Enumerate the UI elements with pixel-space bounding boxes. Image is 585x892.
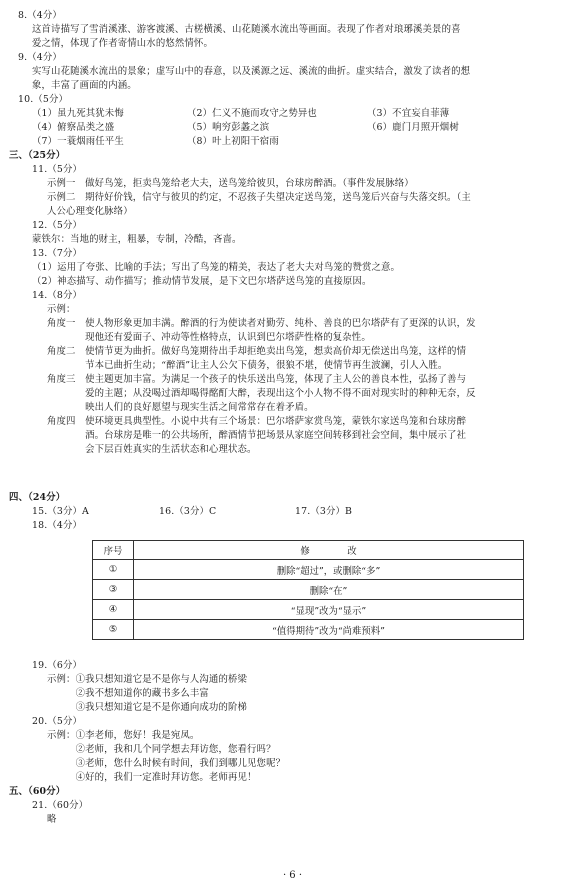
text-line: 21.（60分） [32, 800, 89, 811]
text-line: 这首诗描写了雪消溪涨、游客渡溪、古槎横溪、山花随溪水流出等画面。表现了作者对琅琊溪美景的喜 [32, 24, 461, 35]
text-line: 14.（8分） [32, 290, 83, 301]
text-line: （2）神态描写、动作描写；推动情节发展，是下文巴尔塔萨送鸟笼的直接原因。 [32, 276, 372, 287]
text-line: 8.（4分） [18, 10, 62, 21]
section-heading: 五、（60分） [9, 786, 66, 797]
text-line: 角度二 使情节更为曲折。做好鸟笼期待出手却拒绝卖出鸟笼，想卖高价却无偿送出鸟笼，这样的情 [47, 346, 467, 357]
correction-table [92, 540, 524, 640]
text-line: ②老师，我和几个同学想去拜访您，您看行吗？ [47, 744, 276, 755]
text-line: 角度一 使人物形象更加丰满。醉酒的行为使读者对勤劳、纯朴、善良的巴尔塔萨有了更深的认识，发 [47, 318, 476, 329]
text-line: （6）鹿门月照开烟树 [367, 122, 459, 133]
text-line: 示例：①李老师，您好！我是宛凤。 [47, 730, 200, 741]
table-row [93, 600, 524, 620]
text-line: 16.（3分）C [159, 506, 217, 517]
text-line: 略 [47, 814, 57, 825]
row-number: ① [93, 560, 134, 580]
text-line: 17.（3分）B [295, 506, 353, 517]
text-line: （2）仁义不施而攻守之势异也 [187, 108, 317, 119]
text-line: 角度三 使主题更加丰富。为满足一个孩子的快乐送出鸟笼，体现了主人公的善良本性，弘扬了善与 [47, 374, 467, 385]
row-number: ③ [93, 580, 134, 600]
column-header-number: 序号 [93, 541, 134, 560]
text-line: 示例二 期待好价钱，信守与彼贝的约定，不忍孩子失望决定送鸟笼，送鸟笼后兴奋与失落交织。（主 [47, 192, 471, 203]
text-line: 15.（3分）A [32, 506, 89, 517]
row-correction: 删除“超过”，或删除“多” [134, 560, 524, 580]
page-number: · 6 · [282, 870, 303, 881]
row-correction: “值得期待”改为“尚难预料” [134, 620, 524, 640]
table-header-row [93, 541, 524, 560]
text-line: 19.（6分） [32, 660, 83, 671]
text-line: 18.（4分） [32, 520, 83, 531]
text-line: 爱之情，体现了作者寄情山水的悠然情怀。 [32, 38, 213, 49]
text-line: （4）俯察品类之盛 [32, 122, 115, 133]
text-line: （3）不宜妄自菲薄 [367, 108, 450, 119]
text-line: 映出人们的良好愿望与现实生活之间常常存在着矛盾。 [47, 402, 314, 413]
text-line: 13.（7分） [32, 248, 83, 259]
text-line: ③老师，您什么时候有时间，我们到哪儿见您呢？ [47, 758, 286, 769]
text-line: 现他还有爱面子、冲动等性格特点，认识到巴尔塔萨性格的复杂性。 [47, 332, 371, 343]
table-row [93, 620, 524, 640]
row-correction: 删除“在” [134, 580, 524, 600]
text-line: 示例一 做好鸟笼，拒卖鸟笼给老大夫，送鸟笼给彼贝，台球房醉酒。（事件发展脉络） [47, 178, 414, 189]
text-line: 20.（5分） [32, 716, 83, 727]
text-line: （1）运用了夸张、比喻的手法；写出了鸟笼的精美，表达了老大夫对鸟笼的赞赏之意。 [32, 262, 401, 273]
text-line: 10.（5分） [18, 94, 69, 105]
text-line: 酒。台球房是唯一的公共场所，醉酒情节把场景从家庭空间转移到社会空间，集中展示了社 [47, 430, 467, 441]
text-line: （8）叶上初阳干宿雨 [187, 136, 279, 147]
section-heading: 三、（25分） [9, 150, 66, 161]
text-line: 示例： [47, 304, 76, 315]
row-number: ⑤ [93, 620, 134, 640]
text-line: 爱的主题；从没喝过酒却喝得酩酊大醉，表现出这个小人物不得不面对现实时的种种无奈，反 [47, 388, 476, 399]
table-row [93, 580, 524, 600]
text-line: 11.（5分） [32, 164, 83, 175]
text-line: 象，丰富了画面的内涵。 [32, 80, 137, 91]
row-correction: “显现”改为“显示” [134, 600, 524, 620]
text-line: 12.（5分） [32, 220, 83, 231]
text-line: 会下层百姓真实的生活状态和心理状态。 [47, 444, 257, 455]
section-heading: 四、（24分） [9, 492, 66, 503]
text-line: ③我只想知道它是不是你通向成功的阶梯 [47, 702, 248, 713]
text-line: 人公心理变化脉络） [47, 206, 133, 217]
text-line: 节本已曲折生动；“醉酒”让主人公欠下债务，很狼不堪，使情节再生波澜，引人入胜。 [47, 360, 448, 371]
text-line: 角度四 使环境更具典型性。小说中共有三个场景：巴尔塔萨家赏鸟笼，蒙铁尔家送鸟笼和台球房醉 [47, 416, 467, 427]
table-row [93, 560, 524, 580]
text-line: 实写山花随溪水流出的景象；虚写山中的春意，以及溪源之远、溪流的曲折。虚实结合，激发了读者的想 [32, 66, 471, 77]
text-line: （7）一蓑烟雨任平生 [32, 136, 124, 147]
text-line: 示例：①我只想知道它是不是你与人沟通的桥梁 [47, 674, 248, 685]
text-line: （1）虽九死其犹未悔 [32, 108, 124, 119]
text-line: （5）响穷彭蠡之滨 [187, 122, 270, 133]
text-line: 蒙铁尔：当地的财主，粗暴，专制，冷酷，吝啬。 [32, 234, 242, 245]
text-line: ②我不想知道你的藏书多么丰富 [47, 688, 209, 699]
row-number: ④ [93, 600, 134, 620]
column-header-correction: 修 改 [134, 541, 524, 560]
text-line: ④好的，我们一定准时拜访您。老师再见！ [47, 772, 257, 783]
text-line: 9.（4分） [18, 52, 62, 63]
